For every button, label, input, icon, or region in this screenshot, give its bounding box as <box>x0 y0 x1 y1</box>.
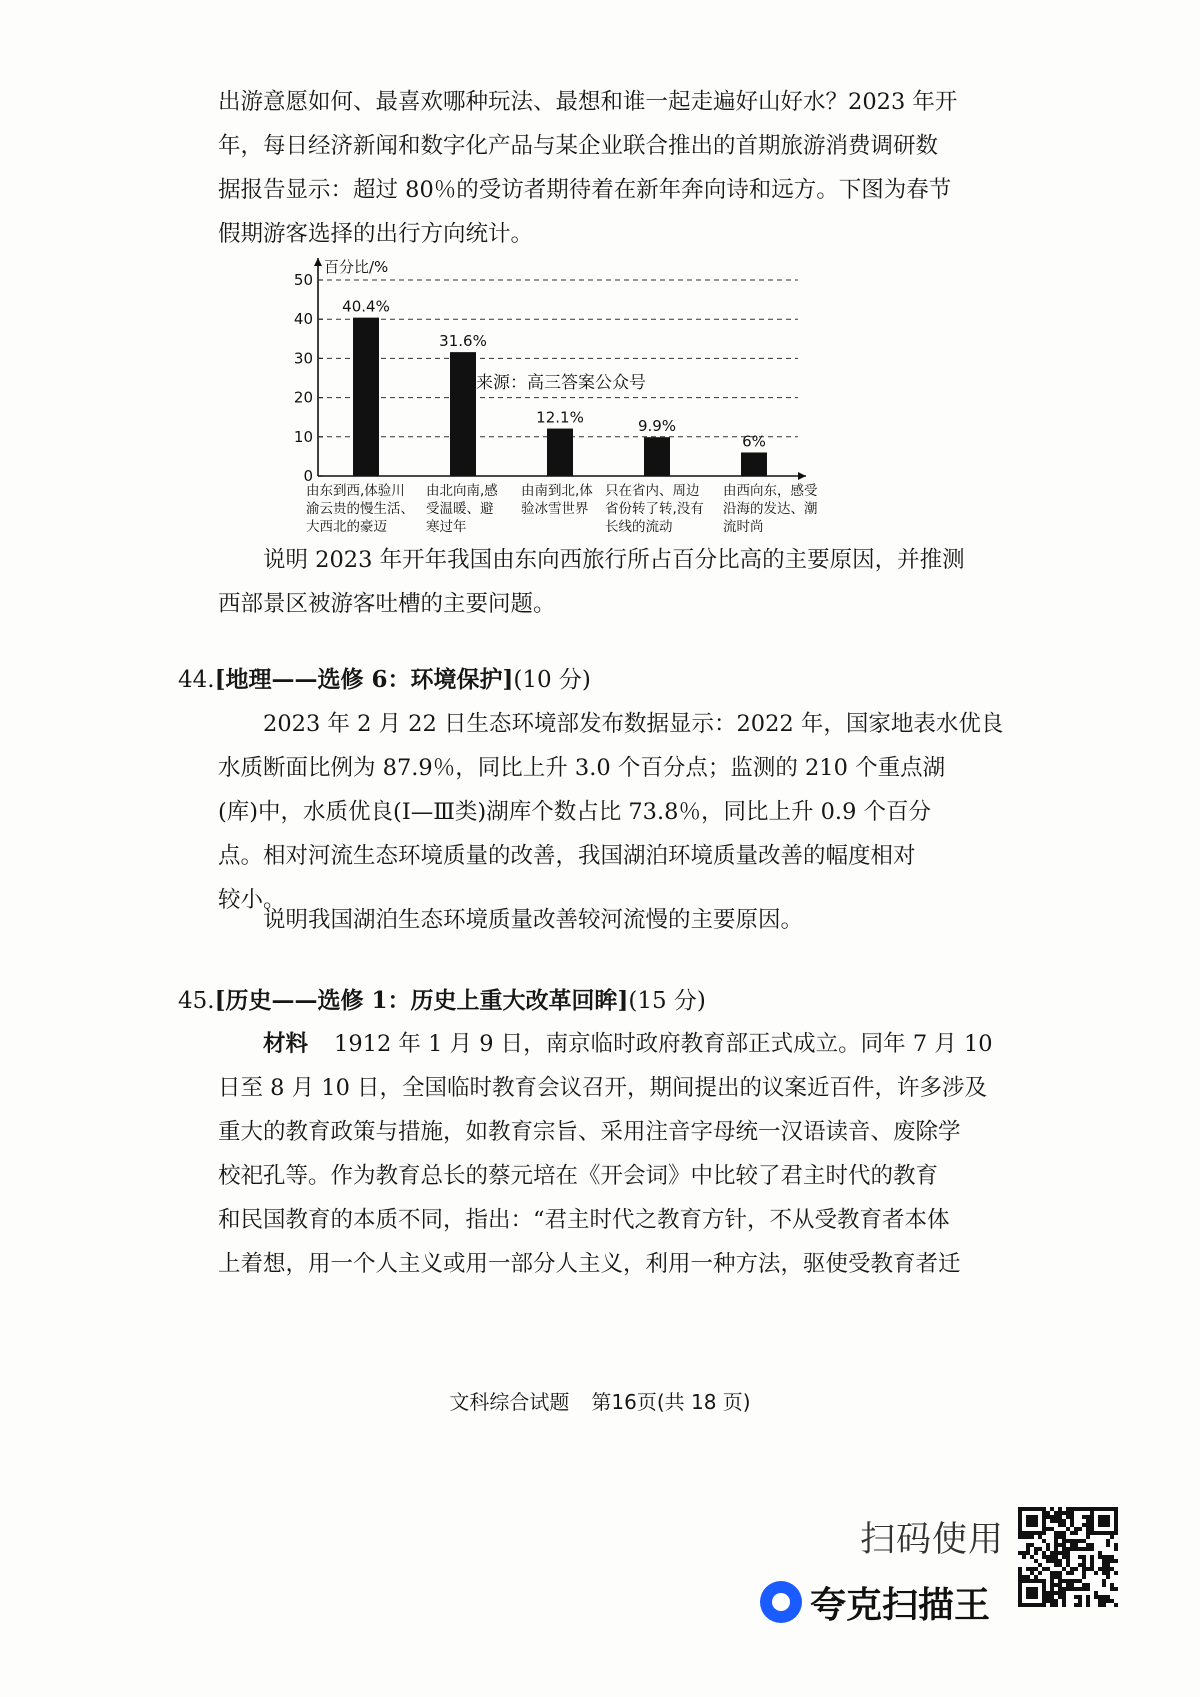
x-category-label: 渝云贵的慢生活、 <box>306 501 414 517</box>
q44-number: 44. <box>178 667 215 693</box>
x-category-label: 流时尚 <box>723 519 764 535</box>
q44-question <box>218 898 1010 942</box>
bar <box>450 352 476 476</box>
q45-heading <box>178 986 706 1016</box>
q43-question <box>218 538 1010 626</box>
q45-line: 校祀孔等。作为教育总长的蔡元培在《开会词》中比较了君主时代的教育 <box>218 1163 939 1189</box>
q45-score: (15 分) <box>628 988 706 1014</box>
qr-code-icon <box>1018 1507 1118 1607</box>
x-category-label: 寒过年 <box>426 519 467 535</box>
intro-line: 出游意愿如何、最喜欢哪种玩法、最想和谁一起走遍好山好水？2023 年开 <box>218 89 958 115</box>
bar <box>547 429 573 476</box>
intro-paragraph <box>218 80 1010 256</box>
q45-line: 和民国教育的本质不同，指出：“君主时代之教育方针，不从受教育者本体 <box>218 1207 950 1233</box>
page-footer <box>0 1386 1200 1415</box>
y-tick-label: 10 <box>293 427 313 446</box>
scanner-brand <box>760 1580 990 1624</box>
q44-line: 水质断面比例为 87.9％，同比上升 3.0 个百分点；监测的 210 个重点湖 <box>218 755 946 781</box>
q45-line: 日至 8 月 10 日，全国临时教育会议召开，期间提出的议案近百件，许多涉及 <box>218 1075 988 1101</box>
x-category-label: 沿海的发达、潮 <box>723 501 818 517</box>
bar-data-label: 40.4% <box>342 297 390 316</box>
x-category-label: 省份转了转,没有 <box>605 501 704 517</box>
y-tick-label: 20 <box>293 388 313 407</box>
intro-line: 假期游客选择的出行方向统计。 <box>218 221 534 247</box>
y-tick-label: 0 <box>303 467 313 485</box>
x-axis-arrow-icon <box>798 472 806 480</box>
y-tick-label: 50 <box>293 271 313 289</box>
intro-line: 据报告显示：超过 80％的受访者期待着在新年奔向诗和远方。下图为春节 <box>218 177 952 203</box>
y-tick-label: 40 <box>293 310 313 329</box>
q45-line: 重大的教育政策与措施，如教育宗旨、采用注音字母统一汉语读音、废除学 <box>218 1119 961 1145</box>
bar <box>353 318 379 476</box>
x-category-label: 长线的流动 <box>605 519 673 535</box>
y-tick-label: 30 <box>293 349 313 368</box>
scanner-brand-name: 夸克扫描王 <box>810 1584 991 1626</box>
x-category-label: 由北向南,感 <box>426 483 498 499</box>
footer-title: 文科综合试题 <box>449 1390 570 1414</box>
x-category-label: 大西北的豪迈 <box>306 519 387 535</box>
x-category-label: 由南到北,体 <box>521 483 593 499</box>
y-axis-label: 百分比/% <box>324 258 389 277</box>
q45-material <box>218 1022 1010 1286</box>
q43-question-line: 西部景区被游客吐槽的主要问题。 <box>218 591 556 617</box>
q44-line: 2023 年 2 月 22 日生态环境部发布数据显示：2022 年，国家地表水优良 <box>263 711 1004 737</box>
bar <box>644 437 670 476</box>
q44-score: (10 分) <box>513 667 591 693</box>
x-category-label: 验冰雪世界 <box>521 501 589 517</box>
source-annotation: 来源：高三答案公众号 <box>476 373 646 393</box>
material-label: 材料 <box>263 1031 309 1057</box>
q44-line: 较小。 <box>218 887 286 913</box>
x-category-label: 由东到西,体验川 <box>306 483 405 499</box>
q44-heading <box>178 665 591 695</box>
q44-line: 点。相对河流生态环境质量的改善，我国湖泊环境质量改善的幅度相对 <box>218 843 916 869</box>
bar-data-label: 6% <box>742 432 766 451</box>
q44-material <box>218 702 1010 922</box>
travel-direction-bar-chart <box>293 258 918 584</box>
q44-line: (库)中，水质优良(Ⅰ—Ⅲ类)湖库个数占比 73.8％，同比上升 0.9 个百分 <box>218 799 932 825</box>
intro-line: 年，每日经济新闻和数字化产品与某企业联合推出的首期旅游消费调研数 <box>218 133 939 159</box>
bar-data-label: 9.9% <box>637 417 677 436</box>
q45-title: [历史——选修 1：历史上重大改革回眸] <box>214 987 629 1014</box>
bar-data-label: 12.1% <box>536 408 584 427</box>
scan-to-use-text: 扫码使用 <box>860 1520 1005 1560</box>
y-axis-arrow-icon <box>314 258 322 266</box>
footer-page-number: 第16页(共 18 页) <box>591 1390 751 1414</box>
q44-title: [地理——选修 6：环境保护] <box>214 666 514 693</box>
x-category-label: 受温暖、避 <box>426 501 494 517</box>
q43-question-line: 说明 2023 年开年我国由东向西旅行所占百分比高的主要原因，并推测 <box>263 547 965 573</box>
x-category-label: 由西向东，感受 <box>723 483 818 499</box>
quark-logo-icon <box>760 1581 802 1623</box>
x-category-label: 只在省内、周边 <box>605 483 700 499</box>
bar <box>741 452 767 476</box>
q45-line: 上着想，用一个人主义或用一部分人主义，利用一种方法，驱使受教育者迁 <box>218 1251 961 1277</box>
q45-number: 45. <box>178 988 215 1014</box>
q45-line: 1912 年 1 月 9 日，南京临时政府教育部正式成立。同年 7 月 10 <box>334 1031 993 1057</box>
q44-question-line: 说明我国湖泊生态环境质量改善较河流慢的主要原因。 <box>263 907 804 933</box>
bar-data-label: 31.6% <box>439 332 487 351</box>
